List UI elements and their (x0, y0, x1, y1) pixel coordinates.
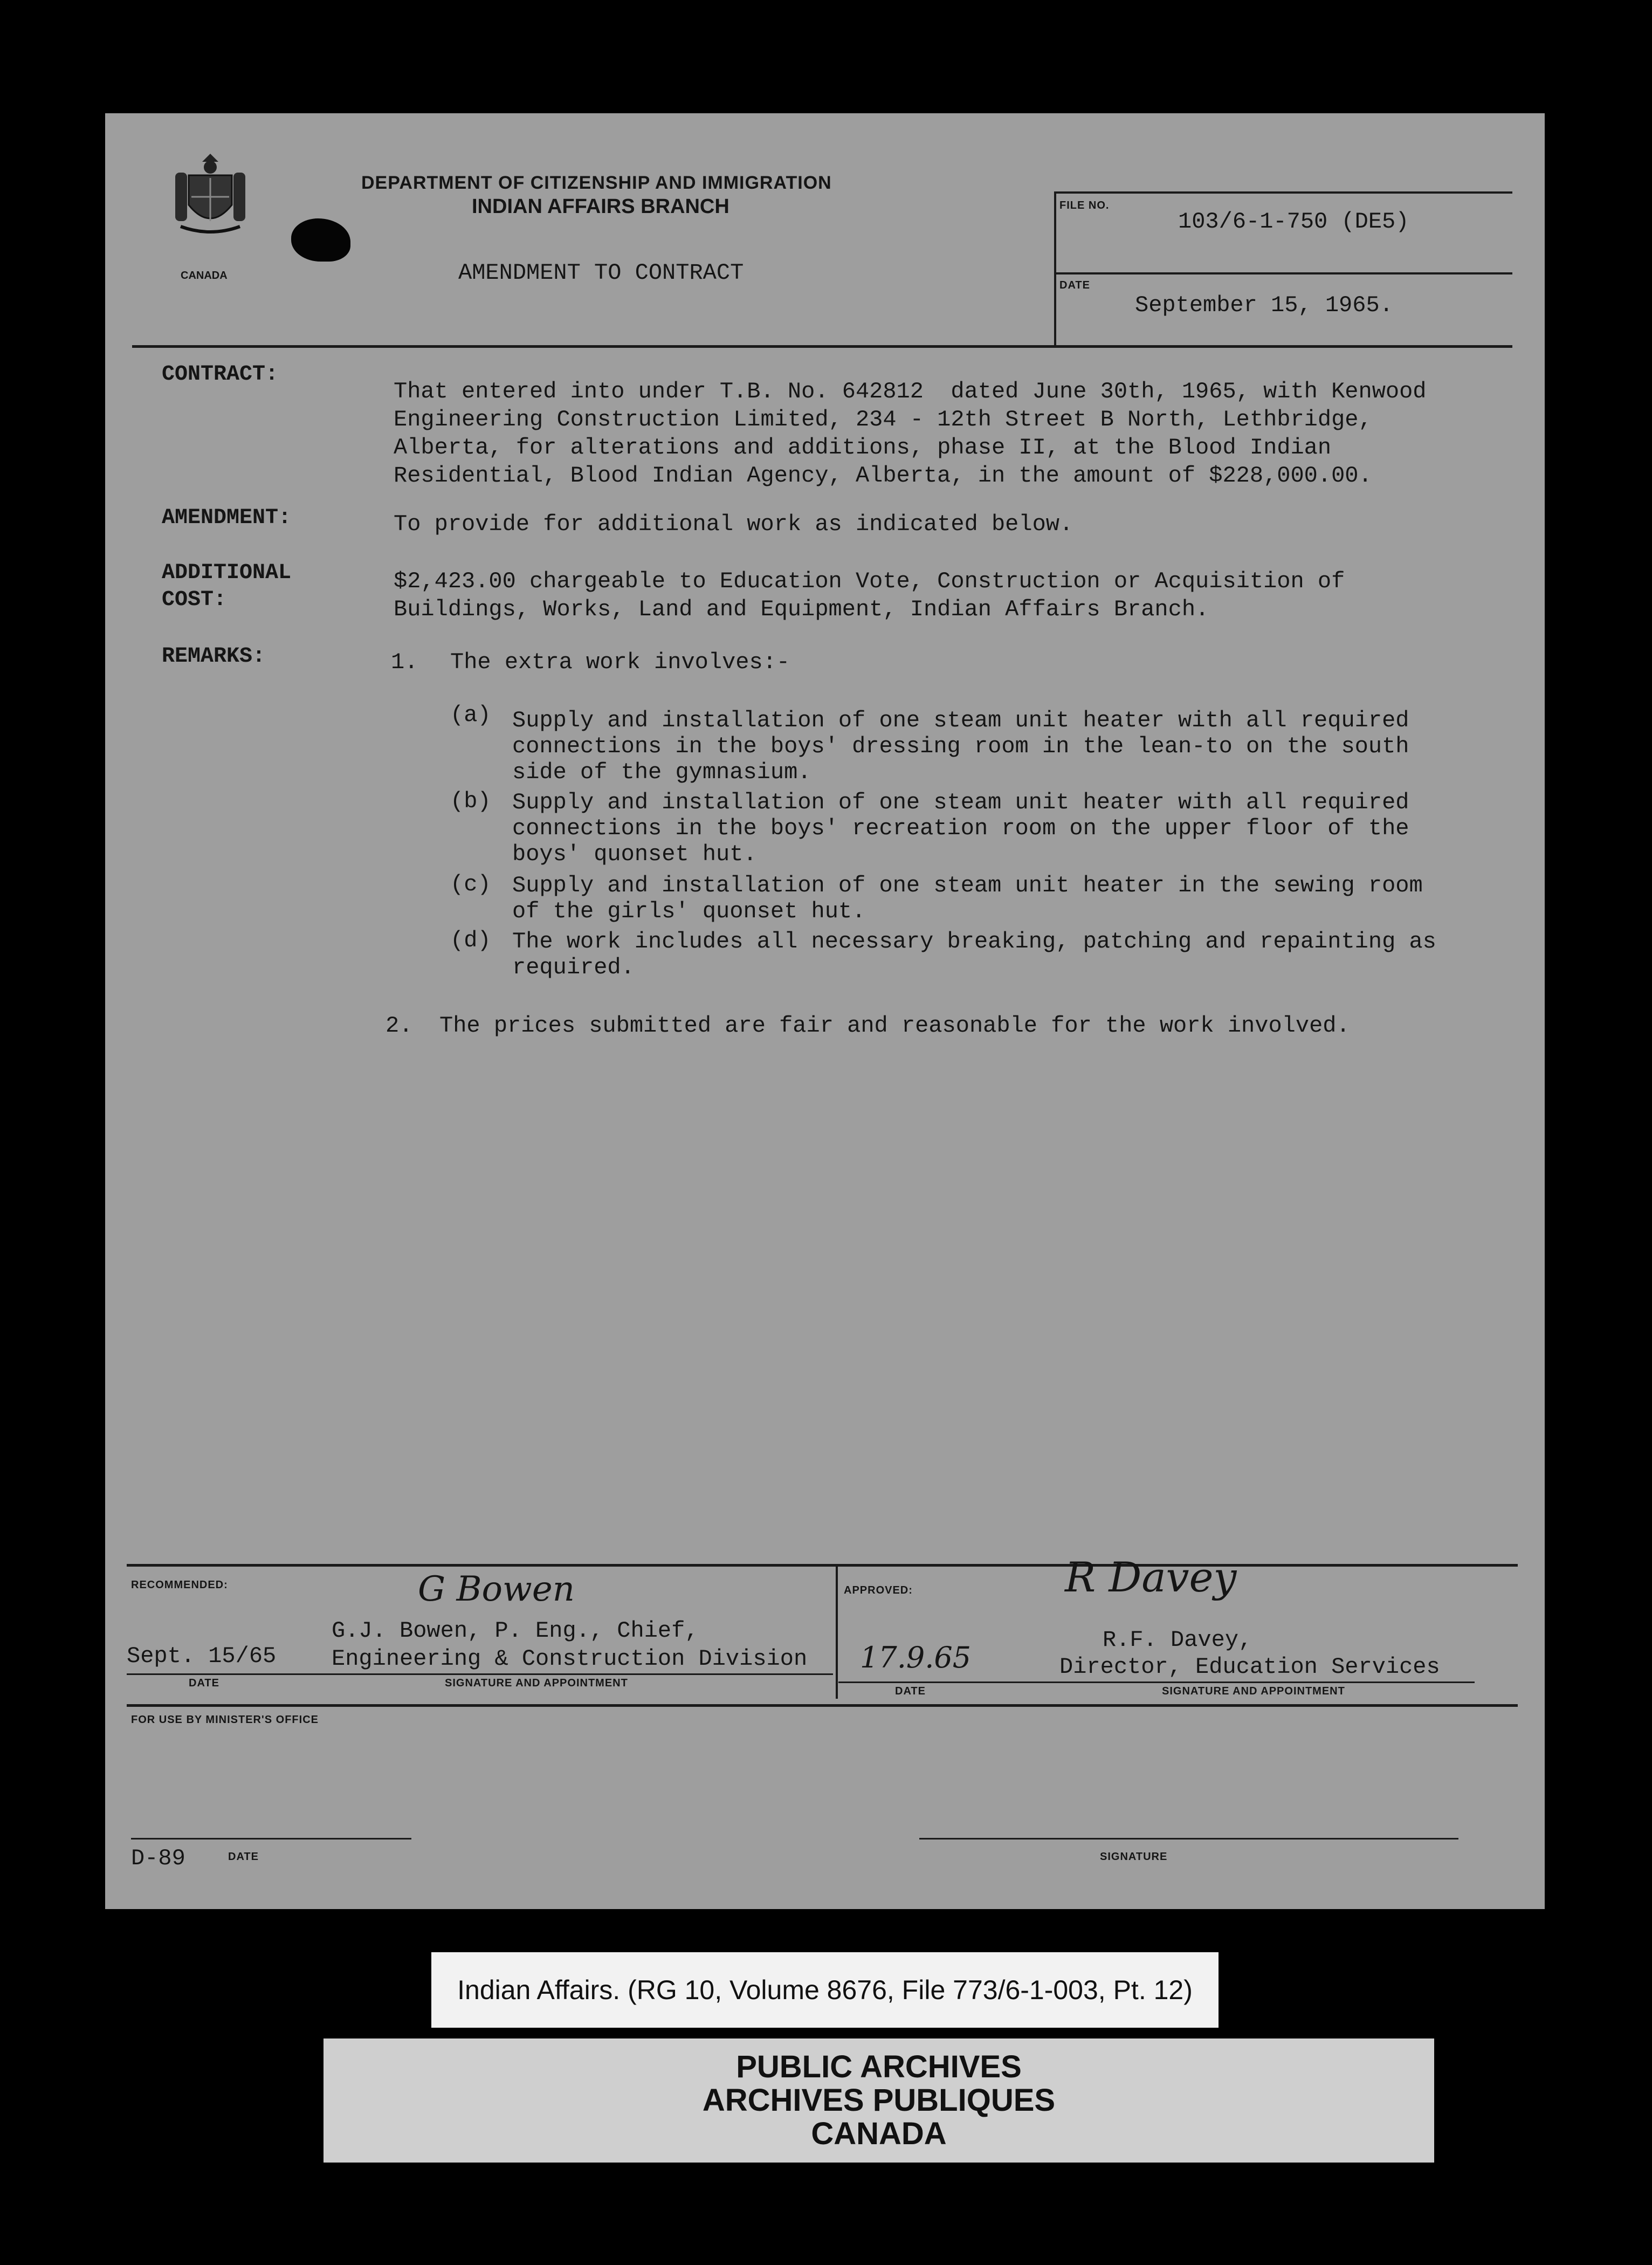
item-b-letter: (b) (450, 788, 491, 814)
header-rule (132, 345, 1512, 348)
recommender-name: G.J. Bowen, P. Eng., Chief, (332, 1618, 699, 1644)
date-label: DATE (1059, 279, 1090, 291)
item-a-line-1: Supply and installation of one steam unit heater with all required (512, 708, 1409, 733)
additional-label: ADDITIONAL (162, 561, 292, 585)
recommended-date: Sept. 15/65 (127, 1643, 277, 1669)
minister-sign-line (919, 1838, 1458, 1840)
contract-line-1: That entered into under T.B. No. 642812 dated June 30th, 1965, with Kenwood (394, 379, 1427, 404)
app-date-caption: DATE (895, 1685, 926, 1697)
minister-office-label: FOR USE BY MINISTER'S OFFICE (131, 1714, 319, 1726)
remarks-label: REMARKS: (162, 644, 266, 669)
stamp-line-3: CANADA (811, 2116, 947, 2151)
file-box-top (1054, 191, 1512, 194)
item-c-line-1: Supply and installation of one steam unit heater in the sewing room (512, 873, 1423, 898)
minister-date-line (131, 1838, 411, 1840)
contract-line-3: Alberta, for alterations and additions, phase II, at the Blood Indian (394, 435, 1332, 461)
document-sheet (105, 113, 1545, 1909)
file-no-value: 103/6-1-750 (DE5) (1178, 209, 1409, 235)
footer-bottom-rule (127, 1704, 1518, 1707)
footer-divider (836, 1564, 838, 1699)
app-sig-caption: SIGNATURE AND APPOINTMENT (1162, 1685, 1345, 1697)
document-title: AMENDMENT TO CONTRACT (458, 260, 744, 286)
item-c-line-2: of the girls' quonset hut. (512, 898, 866, 924)
archive-caption-text: Indian Affairs. (RG 10, Volume 8676, File 773/6-1-003, Pt. 12) (457, 1975, 1193, 2005)
archive-caption (431, 1952, 1219, 2028)
file-no-label: FILE NO. (1059, 200, 1110, 211)
branch-name: INDIAN AFFAIRS BRANCH (472, 195, 729, 218)
recommended-label: RECOMMENDED: (131, 1579, 228, 1591)
item-d-line-1: The work includes all necessary breaking, patching and repainting as (512, 929, 1436, 955)
item-b-line-2: connections in the boys' recreation room on the upper floor of the (512, 815, 1409, 841)
amendment-text: To provide for additional work as indicated below. (394, 511, 1073, 537)
remark-2-number: 2. (386, 1013, 413, 1039)
recommended-sign-line (127, 1673, 833, 1675)
remark-1-text: The extra work involves:- (450, 649, 790, 675)
item-c-letter: (c) (450, 871, 491, 897)
footer-top-rule (127, 1564, 1518, 1567)
amendment-label: AMENDMENT: (162, 506, 292, 530)
item-a-line-3: side of the gymnasium. (512, 759, 811, 785)
cost-label: COST: (162, 588, 227, 612)
recommender-title: Engineering & Construction Division (332, 1646, 808, 1672)
crest-caption: CANADA (181, 270, 228, 282)
approver-title: Director, Education Services (1059, 1654, 1440, 1680)
recommender-signature: G Bowen (418, 1569, 575, 1609)
rec-date-caption: DATE (189, 1677, 219, 1689)
item-d-line-2: required. (512, 955, 635, 980)
form-number: D-89 (131, 1845, 185, 1871)
item-a-line-2: connections in the boys' dressing room in the lean-to on the south (512, 733, 1409, 759)
archive-stamp (323, 2038, 1434, 2163)
header-box-divider (1054, 191, 1056, 348)
remark-1-number: 1. (391, 649, 418, 675)
stamp-line-2: ARCHIVES PUBLIQUES (702, 2083, 1056, 2118)
rec-sig-caption: SIGNATURE AND APPOINTMENT (445, 1677, 628, 1689)
date-value: September 15, 1965. (1135, 292, 1393, 318)
contract-line-2: Engineering Construction Limited, 234 - 12th Street B North, Lethbridge, (394, 407, 1372, 433)
contract-line-4: Residential, Blood Indian Agency, Alberta, in the amount of $228,000.00. (394, 463, 1372, 489)
additional-line-1: $2,423.00 chargeable to Education Vote, Construction or Acquisition of (394, 568, 1345, 594)
additional-line-2: Buildings, Works, Land and Equipment, Indian Affairs Branch. (394, 596, 1209, 622)
approved-label: APPROVED: (844, 1584, 913, 1596)
approved-date: 17.9.65 (860, 1641, 972, 1674)
stamp-line-1: PUBLIC ARCHIVES (736, 2049, 1022, 2084)
item-b-line-3: boys' quonset hut. (512, 841, 757, 867)
approver-name: R.F. Davey, (1103, 1627, 1252, 1653)
item-b-line-1: Supply and installation of one steam unit heater with all required (512, 790, 1409, 815)
item-a-letter: (a) (450, 702, 491, 728)
approved-sign-line (838, 1681, 1475, 1683)
remark-2-text: The prices submitted are fair and reasonable for the work involved. (439, 1013, 1350, 1039)
coat-of-arms-icon (170, 151, 251, 237)
approver-signature: R Davey (1065, 1553, 1237, 1601)
item-d-letter: (d) (450, 928, 491, 953)
file-box-mid (1054, 272, 1512, 274)
minister-sig-caption: SIGNATURE (1100, 1851, 1168, 1863)
minister-date-caption: DATE (228, 1851, 259, 1863)
contract-label: CONTRACT: (162, 362, 279, 387)
punch-hole (291, 218, 350, 262)
department-name: DEPARTMENT OF CITIZENSHIP AND IMMIGRATION (361, 173, 832, 193)
